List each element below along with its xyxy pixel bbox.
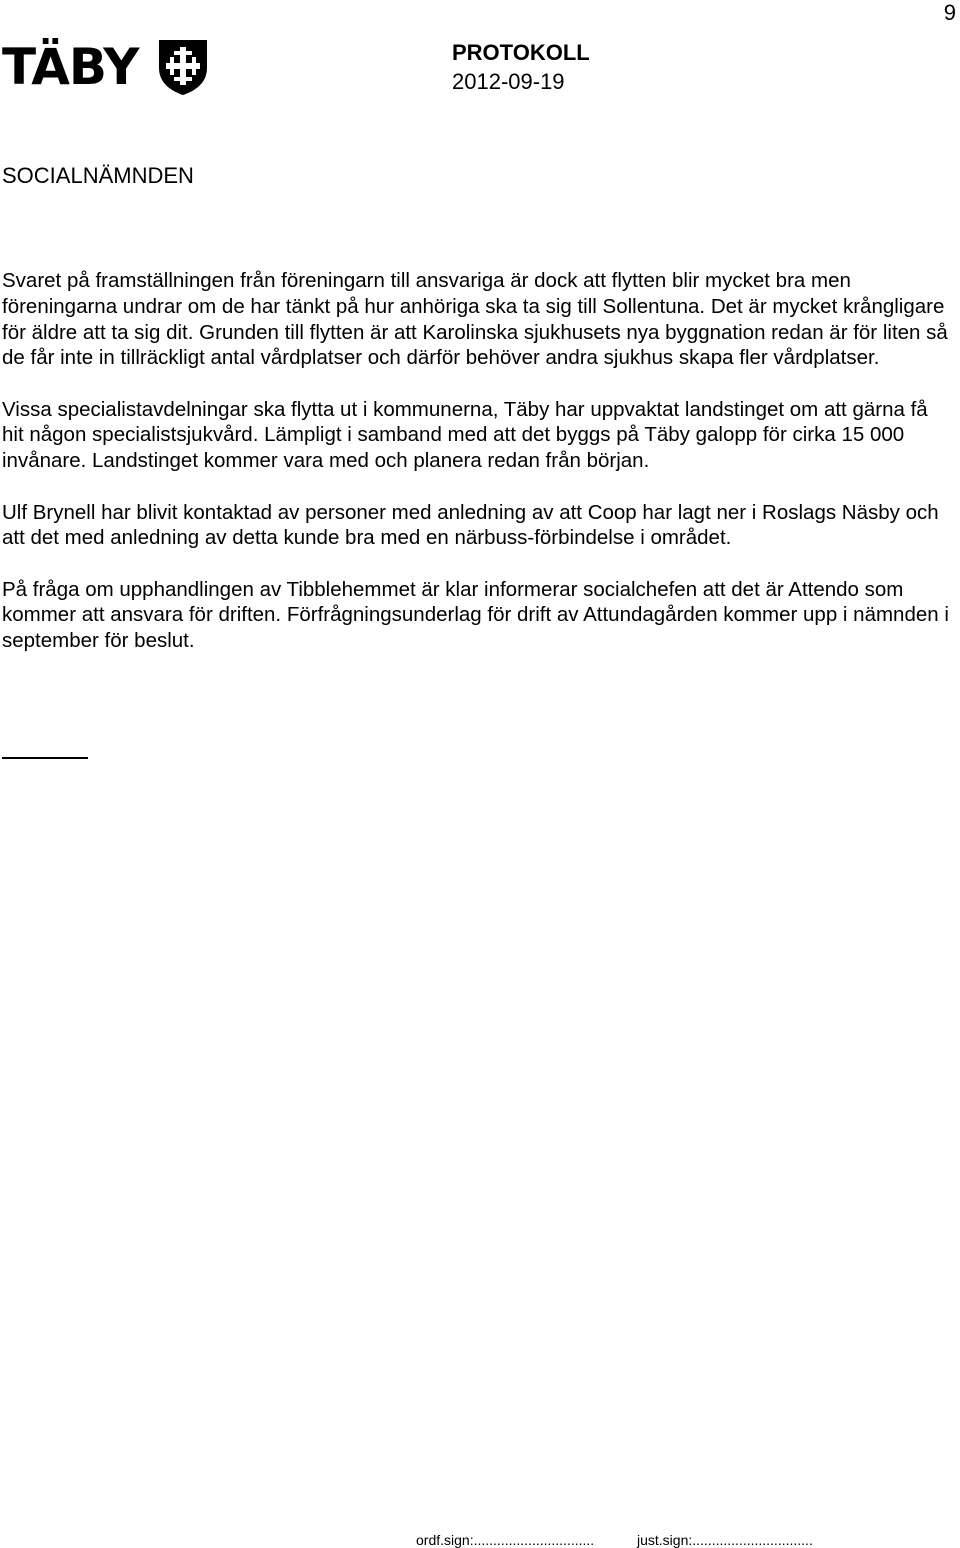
paragraph: Vissa specialistavdelningar ska flytta ut i kommunerna, Täby har uppvaktat landstinget om att gärna få hit någon specialistsjukvård. Lämpligt i samband med att det byggs på Täby galopp för cirka 15 000 invånare. Landstinget kommer vara med och planera redan från början. [2, 397, 928, 473]
adjuster-signature-field: just.sign:............................... [637, 1532, 813, 1548]
section-end-rule [2, 757, 88, 759]
paragraph: Ulf Brynell har blivit kontaktad av personer med anledning av att Coop har lagt ner i Roslags Näsby och att det med anledning av detta kunde bra med en närbuss-förbindelse i området. [2, 500, 939, 550]
coat-of-arms-icon [157, 38, 209, 96]
paragraph: Svaret på framställningen från föreningarn till ansvariga är dock att flytten blir mycket bra men föreningarna undrar om de har tänkt på hur anhöriga ska ta sig till Sollentuna. Det är mycket krångligare för äldre att ta sig dit. Grunden till flytten är att Karolinska sjukhusets nya byggnation redan är för liten så de får inte in tillräckligt antal vårdplatser och därför behöver andra sjukhus skapa fler vårdplatser. [2, 269, 948, 370]
document-type: PROTOKOLL [452, 40, 590, 65]
chair-signature-field: ordf.sign:............................... [416, 1532, 595, 1548]
logo-text: TÄBY [2, 38, 139, 96]
paragraph: På fråga om upphandlingen av Tibblehemmet är klar informerar socialchefen att det är Attendo som kommer att ansvara för driften. Förfrågningsunderlag för drift av Attundagården kommer upp i nämnden i september för beslut. [2, 577, 949, 653]
taby-logo [2, 38, 209, 96]
page-number: 9 [943, 0, 956, 25]
minutes-body [2, 268, 952, 680]
document-date: 2012-09-19 [452, 69, 565, 94]
department-heading: SOCIALNÄMNDEN [2, 163, 194, 188]
